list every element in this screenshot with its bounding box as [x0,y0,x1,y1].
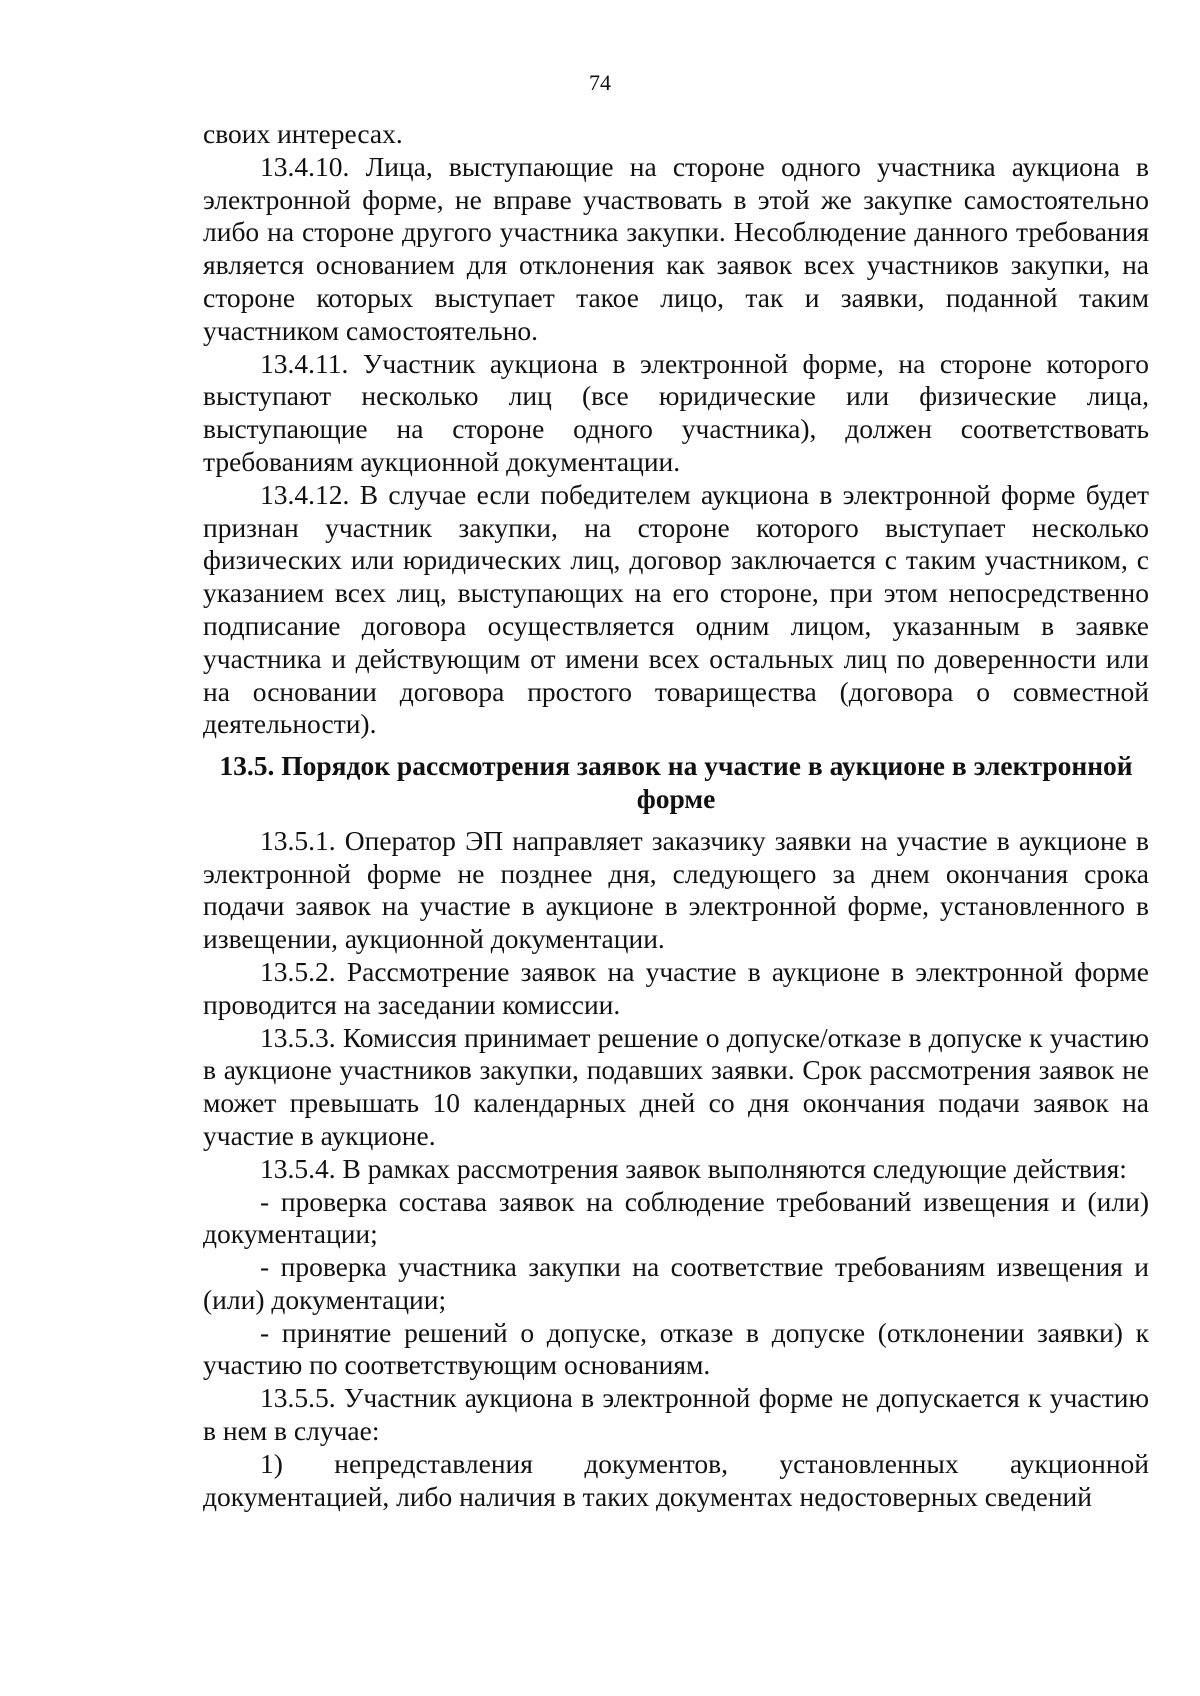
paragraph-13-5-3: 13.5.3. Комиссия принимает решение о допуске/отказе в допуске к участию в аукционе участников закупки, подавших заявки. Срок рассмотрения заявок не может превышать 10 календарных дней со дня окончания подачи заявок на участие в аукционе. [203,1021,1149,1151]
paragraph-13-5-5: 13.5.5. Участник аукциона в электронной форме не допускается к участию в нем в случае: [203,1382,1149,1447]
list-item-decisions: - принятие решений о допуске, отказе в допуске (отклонении заявки) к участию по соответствующим основаниям. [203,1316,1149,1381]
paragraph-13-5-1: 13.5.1. Оператор ЭП направляет заказчику заявки на участие в аукционе в электронной форме не позднее дня, следующего за днем окончания срока подачи заявок на участие в аукционе в электронной форме, установленного в извещении, аукционной документации. [203,824,1149,955]
paragraph-continuation: своих интересах. [203,118,403,149]
paragraph-13-4-10: 13.4.10. Лица, выступающие на стороне одного участника аукциона в электронной форме, не вправе участвовать в этой же закупке самостоятельно либо на стороне другого участника закупки. Несоблюдение данного требования является основанием для отклонения как заявок всех участников закупки, на стороне которых выступает такое лицо, так и заявки, поданной таким участником самостоятельно. [203,150,1149,346]
document-body [203,118,1149,1513]
list-item-check-participant: - проверка участника закупки на соответствие требованиям извещения и (или) документации; [203,1251,1149,1315]
paragraph-13-4-12: 13.4.12. В случае если победителем аукциона в электронной форме будет признан участник закупки, на стороне которого выступает несколько физических или юридических лиц, договор заключается с таким участником, с указанием всех лиц, выступающих на его стороне, при этом непосредственно подписание договора осуществляется одним лицом, указанным в заявке участника и действующим от имени всех остальных лиц по доверенности или на основании договора простого товарищества (договора о совместной деятельности). [203,478,1149,740]
page-number: 74 [589,70,611,95]
list-item-1: 1) непредставления документов, установленных аукционной документацией, либо наличия в таких документах недостоверных сведений [203,1447,1149,1512]
paragraph-13-4-11: 13.4.11. Участник аукциона в электронной форме, на стороне которого выступают несколько лиц (все юридические или физические лица, выступающие на стороне одного участника), должен соответствовать требованиям аукционной документации. [203,347,1149,477]
list-item-check-composition: - проверка состава заявок на соблюдение требований извещения и (или) документации; [203,1185,1149,1250]
section-heading-13-5: 13.5. Порядок рассмотрения заявок на участие в аукционе в электронной форме [219,750,1133,814]
paragraph-13-5-2: 13.5.2. Рассмотрение заявок на участие в аукционе в электронной форме проводится на заседании комиссии. [203,955,1149,1020]
paragraph-13-5-4: 13.5.4. В рамках рассмотрения заявок выполняются следующие действия: [260,1152,1127,1184]
